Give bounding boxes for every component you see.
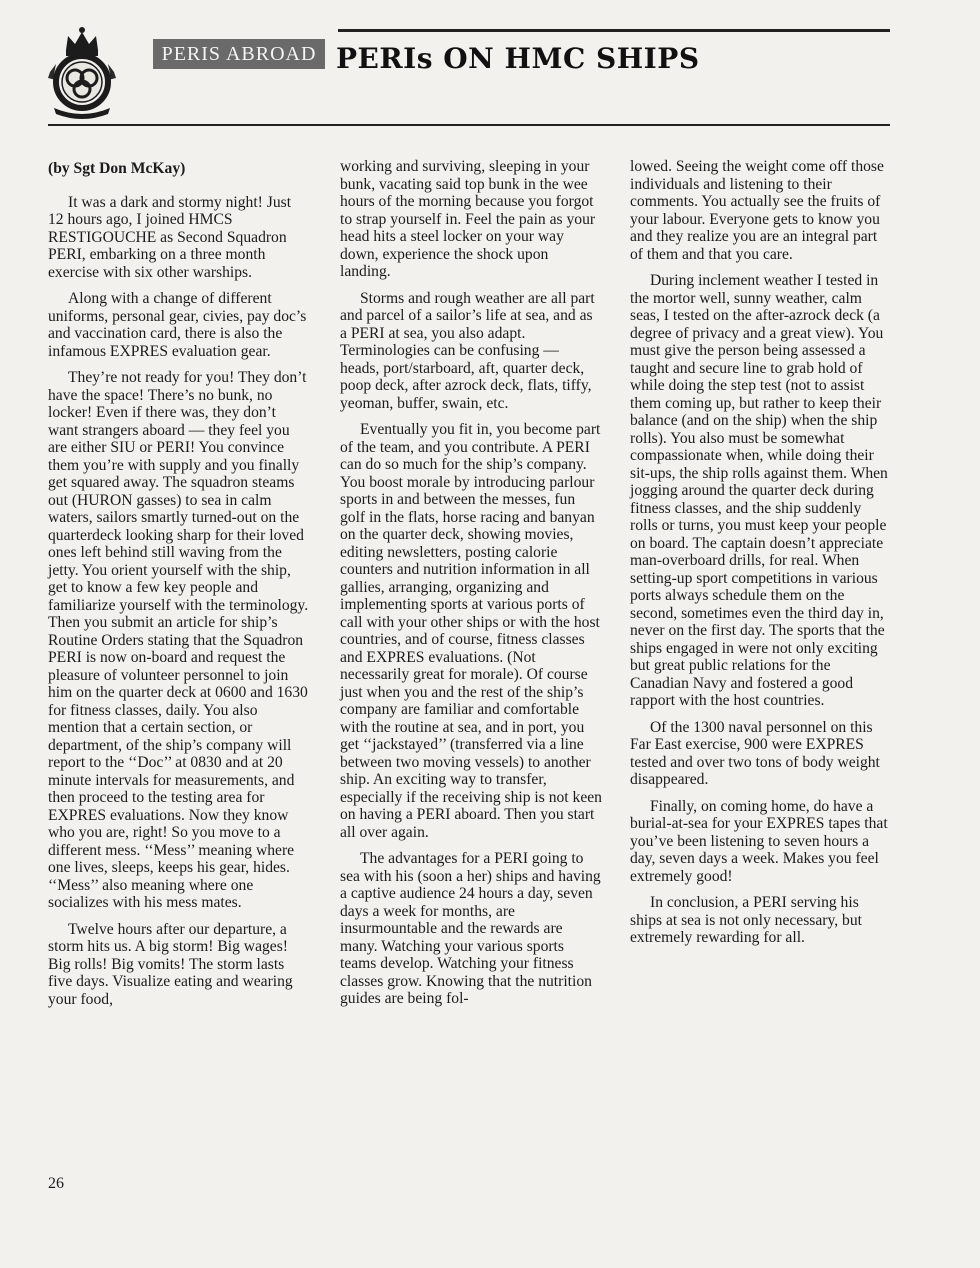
column-2 — [340, 158, 602, 1017]
paragraph: Of the 1300 naval personnel on this Far East exercise, 900 were EXPRES tested and over two tons of body weight disappeared. — [630, 718, 880, 788]
paragraph: Storms and rough weather are all part and parcel of a sailor’s life at sea, and as a PERI at sea, you also adapt. Terminologies can be confusing — heads, port/starboard, aft, quarter deck, poop deck, after azrock deck, flats, tiffy, yeoman, buffer, swain, etc. — [340, 289, 595, 412]
paragraph: They’re not ready for you! They don’t have the space! There’s no bunk, no locker! Even if there was, they don’t want strangers aboard — they feel you are either SIU or PERI! You convince them you’re with supply and you finally get squared away. The squadron steams out (HURON gasses) to sea in calm waters, sailors smartly turned-out on the quarterdeck looking sharp for their loved ones left behind still waving from the jetty. You orient yourself with the ship, get to know a few key people and familiarize yourself with the terminology. Then you submit an article for ship’s Routine Orders stating that the Squadron PERI is now on-board and request the pleasure of volunteer personnel to join him on the quarter deck at 0600 and 1630 for fitness classes, daily. You also mention that a certain section, or department, of the ship’s company will report to the ‘‘Doc’’ at 0830 and at 20 minute intervals for measurements, and then proceed to the testing area for EXPRES evaluations. Now they know who you are, right! So you move to a different mess. ‘‘Mess’’ meaning where one lives, sleeps, keeps his gear, hides. ‘‘Mess’’ also meaning where one socializes with his mess mates. — [48, 369, 309, 911]
paragraph: During inclement weather I tested in the mortor well, sunny weather, calm seas, I tested on the after-azrock deck (a degree of privacy and a great view). You must give the person being assessed a taught and secure line to grab hold of while doing the step test (not to assist them coming up, but rather to keep their balance (and on the ship) when the ship rolls). You also must be somewhat compassionate when, while doing their sit-ups, the ship rolls against them. When jogging around the quarter deck during fitness classes, and the ship suddenly rolls or turns, you must keep your people on board. The captain doesn’t appreciate man-overboard drills, for real. When setting-up sport competitions in various ports always schedule them on the second, sometimes even the third day in, never on the first day. The sports that the ships engaged in were not only exciting but great public relations for the Canadian Navy and fostered a good rapport with the host countries. — [630, 272, 888, 709]
column-3 — [630, 158, 892, 956]
header-rule — [48, 124, 890, 126]
paragraph: Twelve hours after our departure, a storm hits us. A big storm! Big wages! Big rolls! Big vomits! The storm lasts five days. Visualize eating and wearing your food, — [48, 920, 293, 1008]
crest-logo-icon — [44, 24, 120, 122]
paragraph: Along with a change of different uniforms, personal gear, civies, pay doc’s and vaccination card, there is also the infamous EXPRES evaluation gear. — [48, 290, 307, 360]
paragraph: Eventually you fit in, you become part of the team, and you contribute. A PERI can do so much for the ship’s company. You boost morale by introducing parlour sports in and between the messes, fun golf in the flats, horse racing and banyan on the quarter deck, showing movies, editing newsletters, posting calorie counters and nutrition information in all gallies, arranging, organizing and implementing sports at various ports of call with your other ships or with the host countries, and of course, fitness classes and EXPRES evaluations. (Not necessarily great for morale). Of course just when you and the rest of the ship’s company are familiar and comfortable with the routine at sea, and in port, you get ‘‘jackstayed’’ (transferred via a line between two moving vessels) to another ship. An exciting way to transfer, especially if the receiving ship is not keen on having a PERI aboard. Then you start all over again. — [340, 421, 602, 841]
section-tag: PERIS ABROAD — [153, 39, 325, 69]
paragraph: The advantages for a PERI going to sea with his (soon a her) ships and having a captive audience 24 hours a day, seven days a week for months, are insurmountable and the rewards are many. Watching your various sports teams develop. Watching your fitness classes grow. Knowing that the nutrition guides are being fol- — [340, 850, 601, 1007]
column-1 — [48, 158, 310, 1017]
paragraph: lowed. Seeing the weight come off those individuals and listening to their comments. You actually see the fruits of your labour. Everyone gets to know you and they realize you are an integral part of them and that you care. — [630, 158, 884, 263]
paragraph: Finally, on coming home, do have a burial-at-sea for your EXPRES tapes that you’ve been listening to seven hours a day, seven days a week. Makes you feel extremely good! — [630, 797, 888, 885]
byline: (by Sgt Don McKay) — [48, 160, 186, 177]
top-rule — [338, 29, 890, 32]
page-number: 26 — [48, 1175, 64, 1192]
paragraph: It was a dark and stormy night! Just 12 hours ago, I joined HMCS RESTIGOUCHE as Second Squadron PERI, embarking on a three month exercise with six other warships. — [48, 193, 292, 281]
paragraph: working and surviving, sleeping in your bunk, vacating said top bunk in the wee hours of the morning because you forgot to strap yourself in. Feel the pain as your head hits a steel locker on your way down, experience the shock upon landing. — [340, 158, 596, 280]
paragraph: In conclusion, a PERI serving his ships at sea is not only necessary, but extremely rewarding for all. — [630, 894, 862, 946]
article-title: PERIs ON HMC SHIPS — [336, 42, 700, 75]
